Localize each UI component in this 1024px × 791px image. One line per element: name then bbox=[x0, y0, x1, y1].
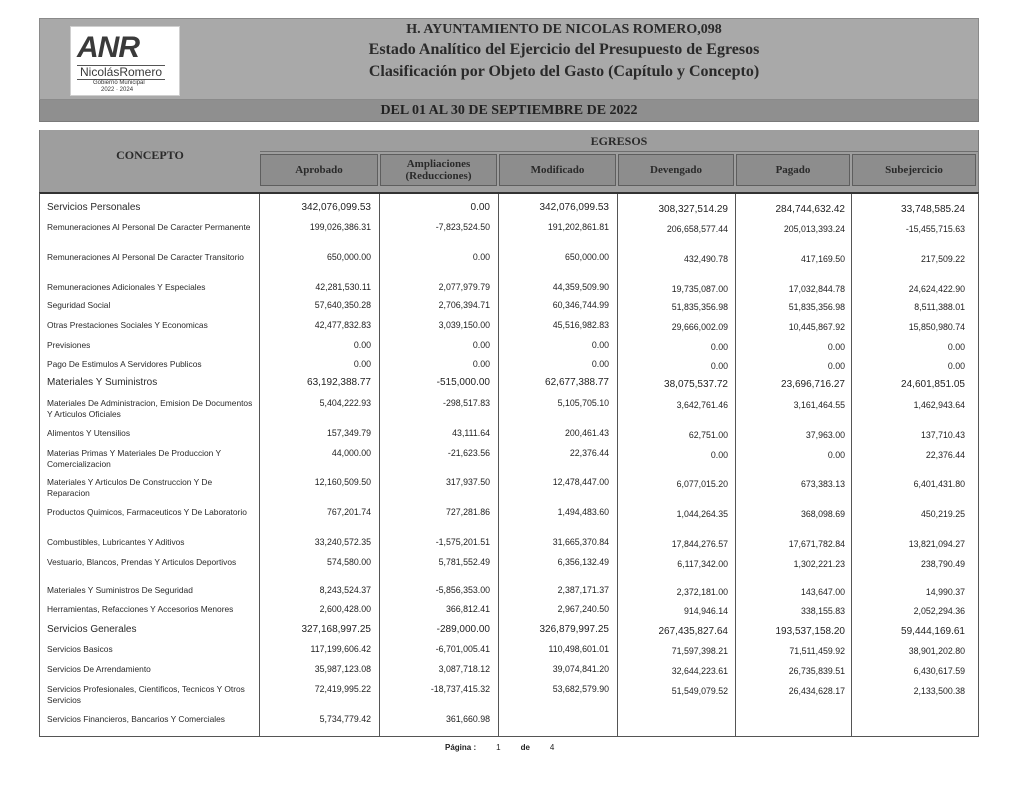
ampliaciones-cell: -5,856,353.00 bbox=[435, 585, 490, 595]
concepto-header: CONCEPTO bbox=[116, 148, 184, 162]
pagado-cell: 143,647.00 bbox=[800, 587, 845, 597]
subejercicio-cell: 24,624,422.90 bbox=[908, 284, 965, 294]
ampliaciones-cell: 0.00 bbox=[472, 252, 490, 262]
devengado-cell: 71,597,398.21 bbox=[671, 646, 728, 656]
aprobado-cell: 327,168,997.25 bbox=[301, 624, 371, 635]
devengado-cell: 206,658,577.44 bbox=[666, 224, 728, 234]
pagado-cell: 0.00 bbox=[827, 361, 845, 371]
aprobado-cell: 0.00 bbox=[353, 340, 371, 350]
report-period: DEL 01 AL 30 DE SEPTIEMBRE DE 2022 bbox=[39, 100, 979, 122]
concept-cell: Servicios Generales bbox=[47, 624, 137, 635]
devengado-cell: 51,549,079.52 bbox=[671, 686, 728, 696]
concept-cell: Otras Prestaciones Sociales Y Economicas bbox=[47, 320, 208, 330]
ampliaciones-cell: 727,281.86 bbox=[445, 507, 490, 517]
concept-cell: Herramientas, Refacciones Y Accesorios Menores bbox=[47, 604, 234, 614]
modificado-cell: 110,498,601.01 bbox=[548, 644, 609, 654]
column-header bbox=[39, 130, 979, 192]
pagado-cell: 51,835,356.98 bbox=[788, 302, 845, 312]
concept-cell: Alimentos Y Utensilios bbox=[47, 428, 131, 438]
concept-cell: Vestuario, Blancos, Prendas Y Articulos Deportivos bbox=[47, 557, 237, 567]
devengado-cell: 914,946.14 bbox=[683, 606, 728, 616]
devengado-cell: 3,642,761.46 bbox=[676, 400, 728, 410]
ampliaciones-cell: 366,812.41 bbox=[445, 604, 490, 614]
page-total: 4 bbox=[549, 743, 555, 752]
aprobado-cell: 199,026,386.31 bbox=[309, 222, 371, 232]
aprobado-cell: 72,419,995.22 bbox=[314, 684, 371, 694]
ampliaciones-cell: 317,937.50 bbox=[445, 477, 490, 487]
subejercicio-cell: 1,462,943.64 bbox=[913, 400, 965, 410]
aprobado-cell: 57,640,350.28 bbox=[314, 300, 371, 310]
modificado-cell: 12,478,447.00 bbox=[552, 477, 609, 487]
pagado-cell: 0.00 bbox=[827, 342, 845, 352]
subejercicio-cell: 6,430,617.59 bbox=[913, 666, 965, 676]
aprobado-cell: 35,987,123.08 bbox=[314, 664, 371, 674]
modificado-cell: 326,879,997.25 bbox=[539, 624, 609, 635]
pagado-cell: 205,013,393.24 bbox=[783, 224, 845, 234]
devengado-cell: 0.00 bbox=[710, 450, 728, 460]
ampliaciones-cell: 3,039,150.00 bbox=[438, 320, 490, 330]
subejercicio-cell: 33,748,585.24 bbox=[901, 204, 965, 215]
budget-table bbox=[39, 192, 979, 737]
modificado-cell: 60,346,744.99 bbox=[552, 300, 609, 310]
logo-years: 2022 · 2024 bbox=[101, 87, 134, 93]
subejercicio-header: Subejercicio bbox=[852, 154, 976, 186]
devengado-cell: 19,735,087.00 bbox=[671, 284, 728, 294]
modificado-cell: 342,076,099.53 bbox=[539, 202, 609, 213]
modificado-cell: 5,105,705.10 bbox=[557, 398, 609, 408]
ampliaciones-cell: 0.00 bbox=[472, 359, 490, 369]
devengado-cell: 17,844,276.57 bbox=[671, 539, 728, 549]
subejercicio-cell: 13,821,094.27 bbox=[908, 539, 965, 549]
pagado-cell: 193,537,158.20 bbox=[775, 626, 845, 637]
aprobado-cell: 342,076,099.53 bbox=[301, 202, 371, 213]
pagado-cell: 284,744,632.42 bbox=[775, 204, 845, 215]
concept-cell: Remuneraciones Al Personal De Caracter Transitorio bbox=[47, 252, 244, 262]
pagado-cell: 71,511,459.92 bbox=[789, 646, 845, 656]
modificado-cell: 44,359,509.90 bbox=[552, 282, 609, 292]
devengado-cell: 32,644,223.61 bbox=[671, 666, 728, 676]
ampliaciones-cell: 43,111.64 bbox=[452, 428, 490, 438]
pagado-cell: 23,696,716.27 bbox=[781, 379, 845, 390]
aprobado-cell: 42,281,530.11 bbox=[315, 282, 371, 292]
devengado-cell: 29,666,002.09 bbox=[671, 322, 728, 332]
report-title: Estado Analítico del Ejercicio del Presupuesto de Egresos bbox=[368, 41, 760, 58]
ampliaciones-cell: 0.00 bbox=[472, 340, 490, 350]
devengado-cell: 2,372,181.00 bbox=[676, 587, 728, 597]
concept-cell: Remuneraciones Al Personal De Caracter Permanente bbox=[47, 222, 251, 232]
devengado-cell: 0.00 bbox=[710, 342, 728, 352]
report-subtitle: Clasificación por Objeto del Gasto (Capítulo y Concepto) bbox=[368, 63, 760, 80]
devengado-cell: 51,835,356.98 bbox=[671, 302, 728, 312]
subejercicio-cell: -15,455,715.63 bbox=[905, 224, 965, 234]
concept-cell: Previsiones bbox=[47, 340, 91, 350]
aprobado-cell: 8,243,524.37 bbox=[319, 585, 371, 595]
pagado-header: Pagado bbox=[736, 154, 850, 186]
municipal-logo bbox=[70, 26, 180, 96]
modificado-cell: 22,376.44 bbox=[569, 448, 609, 458]
aprobado-cell: 5,734,779.42 bbox=[319, 714, 371, 724]
modificado-cell: 1,494,483.60 bbox=[557, 507, 609, 517]
subejercicio-cell: 38,901,202.80 bbox=[908, 646, 965, 656]
devengado-cell: 1,044,264.35 bbox=[676, 509, 728, 519]
ampliaciones-cell: -7,823,524.50 bbox=[435, 222, 490, 232]
subejercicio-cell: 14,990.37 bbox=[925, 587, 965, 597]
aprobado-cell: 157,349.79 bbox=[326, 428, 371, 438]
ampliaciones-header: Ampliaciones (Reducciones) bbox=[380, 154, 497, 186]
modificado-cell: 31,665,370.84 bbox=[552, 537, 609, 547]
subejercicio-cell: 2,052,294.36 bbox=[913, 606, 965, 616]
concept-cell: Servicios Basicos bbox=[47, 644, 113, 654]
devengado-cell: 267,435,827.64 bbox=[658, 626, 728, 637]
page-footer bbox=[445, 743, 554, 752]
subejercicio-cell: 0.00 bbox=[947, 342, 965, 352]
devengado-cell: 0.00 bbox=[710, 361, 728, 371]
concept-cell: Remuneraciones Adicionales Y Especiales bbox=[47, 282, 206, 292]
subejercicio-cell: 8,511,388.01 bbox=[914, 302, 965, 312]
ampliaciones-cell: 2,077,979.79 bbox=[438, 282, 490, 292]
modificado-cell: 39,074,841.20 bbox=[552, 664, 609, 674]
modificado-cell: 191,202,861.81 bbox=[547, 222, 609, 232]
page-number: 1 bbox=[496, 743, 501, 752]
concept-cell: Materiales Y Suministros bbox=[47, 377, 158, 388]
concept-cell: Pago De Estimulos A Servidores Publicos bbox=[47, 359, 202, 369]
concept-cell: Productos Quimicos, Farmaceuticos Y De Laboratorio bbox=[47, 507, 247, 517]
ampliaciones-cell: 5,781,552.49 bbox=[438, 557, 490, 567]
ampliaciones-cell: 2,706,394.71 bbox=[438, 300, 490, 310]
logo-mark: ANR bbox=[77, 31, 139, 64]
title-block bbox=[190, 21, 938, 83]
logo-name: NicolásRomero bbox=[77, 65, 165, 80]
aprobado-cell: 2,600,428.00 bbox=[319, 604, 371, 614]
ampliaciones-cell: -289,000.00 bbox=[436, 624, 490, 635]
modificado-cell: 62,677,388.77 bbox=[545, 377, 609, 388]
aprobado-cell: 63,192,388.77 bbox=[307, 377, 371, 388]
concept-cell: Materiales Y Suministros De Seguridad bbox=[47, 585, 193, 595]
pagado-cell: 10,445,867.92 bbox=[788, 322, 845, 332]
aprobado-cell: 33,240,572.35 bbox=[314, 537, 371, 547]
ampliaciones-cell: -298,517.83 bbox=[443, 398, 490, 408]
entity-title: H. AYUNTAMIENTO DE NICOLAS ROMERO,098 bbox=[406, 22, 722, 37]
concept-cell: Servicios De Arrendamiento bbox=[47, 664, 151, 674]
modificado-cell: 53,682,579.90 bbox=[552, 684, 609, 694]
pagado-cell: 37,963.00 bbox=[805, 430, 845, 440]
aprobado-cell: 5,404,222.93 bbox=[319, 398, 371, 408]
devengado-cell: 62,751.00 bbox=[688, 430, 728, 440]
concept-cell: Materiales Y Articulos De Construccion Y De Reparacion bbox=[47, 477, 213, 498]
pagado-cell: 1,302,221.23 bbox=[793, 559, 845, 569]
ampliaciones-cell: -1,575,201.51 bbox=[435, 537, 490, 547]
ampliaciones-cell: 0.00 bbox=[470, 202, 490, 213]
aprobado-cell: 42,477,832.83 bbox=[314, 320, 371, 330]
devengado-cell: 308,327,514.29 bbox=[658, 204, 728, 215]
ampliaciones-cell: 3,087,718.12 bbox=[438, 664, 490, 674]
aprobado-cell: 574,580.00 bbox=[326, 557, 371, 567]
ampliaciones-cell: -18,737,415.32 bbox=[430, 684, 490, 694]
aprobado-cell: 0.00 bbox=[353, 359, 371, 369]
devengado-cell: 432,490.78 bbox=[683, 254, 728, 264]
aprobado-cell: 767,201.74 bbox=[326, 507, 371, 517]
report-page bbox=[39, 18, 979, 737]
modificado-cell: 6,356,132.49 bbox=[557, 557, 609, 567]
ampliaciones-cell: 361,660.98 bbox=[445, 714, 490, 724]
pagado-cell: 3,161,464.55 bbox=[793, 400, 845, 410]
modificado-cell: 45,516,982.83 bbox=[552, 320, 609, 330]
concept-cell: Servicios Profesionales, Cientificos, Tecnicos Y Otros Servicios bbox=[47, 684, 245, 705]
aprobado-cell: 117,199,606.42 bbox=[310, 644, 371, 654]
egresos-header: EGRESOS bbox=[260, 134, 978, 152]
subejercicio-cell: 6,401,431.80 bbox=[913, 479, 965, 489]
ampliaciones-cell: -21,623.56 bbox=[447, 448, 490, 458]
aprobado-header: Aprobado bbox=[260, 154, 378, 186]
concept-cell: Servicios Personales bbox=[47, 202, 141, 213]
pagado-cell: 17,671,782.84 bbox=[788, 539, 845, 549]
concept-cell: Materiales De Administracion, Emision De Documentos Y Articulos Oficiales bbox=[47, 398, 253, 419]
subejercicio-cell: 15,850,980.74 bbox=[908, 322, 965, 332]
subejercicio-cell: 22,376.44 bbox=[925, 450, 965, 460]
pagado-cell: 368,098.69 bbox=[800, 509, 845, 519]
modificado-cell: 650,000.00 bbox=[564, 252, 609, 262]
ampliaciones-cell: -6,701,005.41 bbox=[435, 644, 490, 654]
aprobado-cell: 12,160,509.50 bbox=[314, 477, 371, 487]
modificado-cell: 0.00 bbox=[591, 359, 609, 369]
subejercicio-cell: 59,444,169.61 bbox=[901, 626, 965, 637]
concept-cell: Servicios Financieros, Bancarios Y Comerciales bbox=[47, 714, 225, 724]
devengado-cell: 6,117,342.00 bbox=[677, 559, 728, 569]
subejercicio-cell: 238,790.49 bbox=[920, 559, 965, 569]
modificado-cell: 0.00 bbox=[591, 340, 609, 350]
logo-subtitle: Gobierno Municipal bbox=[93, 80, 145, 86]
pagado-cell: 17,032,844.78 bbox=[788, 284, 845, 294]
page-label: Página : bbox=[445, 743, 477, 752]
subejercicio-cell: 217,509.22 bbox=[920, 254, 965, 264]
aprobado-cell: 44,000.00 bbox=[331, 448, 371, 458]
modificado-header: Modificado bbox=[499, 154, 616, 186]
aprobado-cell: 650,000.00 bbox=[326, 252, 371, 262]
pagado-cell: 338,155.83 bbox=[800, 606, 845, 616]
concept-cell: Combustibles, Lubricantes Y Aditivos bbox=[47, 537, 185, 547]
pagado-cell: 26,434,628.17 bbox=[788, 686, 845, 696]
modificado-cell: 200,461.43 bbox=[564, 428, 609, 438]
modificado-cell: 2,967,240.50 bbox=[557, 604, 609, 614]
subejercicio-cell: 24,601,851.05 bbox=[901, 379, 965, 390]
subejercicio-cell: 137,710.43 bbox=[920, 430, 965, 440]
pagado-cell: 417,169.50 bbox=[800, 254, 845, 264]
pagado-cell: 0.00 bbox=[827, 450, 845, 460]
devengado-cell: 6,077,015.20 bbox=[676, 479, 728, 489]
devengado-header: Devengado bbox=[618, 154, 734, 186]
subejercicio-cell: 450,219.25 bbox=[920, 509, 965, 519]
devengado-cell: 38,075,537.72 bbox=[664, 379, 728, 390]
of-label: de bbox=[520, 743, 530, 752]
pagado-cell: 26,735,839.51 bbox=[788, 666, 845, 676]
subejercicio-cell: 2,133,500.38 bbox=[913, 686, 965, 696]
subejercicio-cell: 0.00 bbox=[947, 361, 965, 371]
concept-cell: Seguridad Social bbox=[47, 300, 111, 310]
ampliaciones-cell: -515,000.00 bbox=[436, 377, 490, 388]
concept-cell: Materias Primas Y Materiales De Produccion Y Comercializacion bbox=[47, 448, 221, 469]
pagado-cell: 673,383.13 bbox=[800, 479, 845, 489]
report-header bbox=[39, 18, 979, 100]
modificado-cell: 2,387,171.37 bbox=[557, 585, 609, 595]
